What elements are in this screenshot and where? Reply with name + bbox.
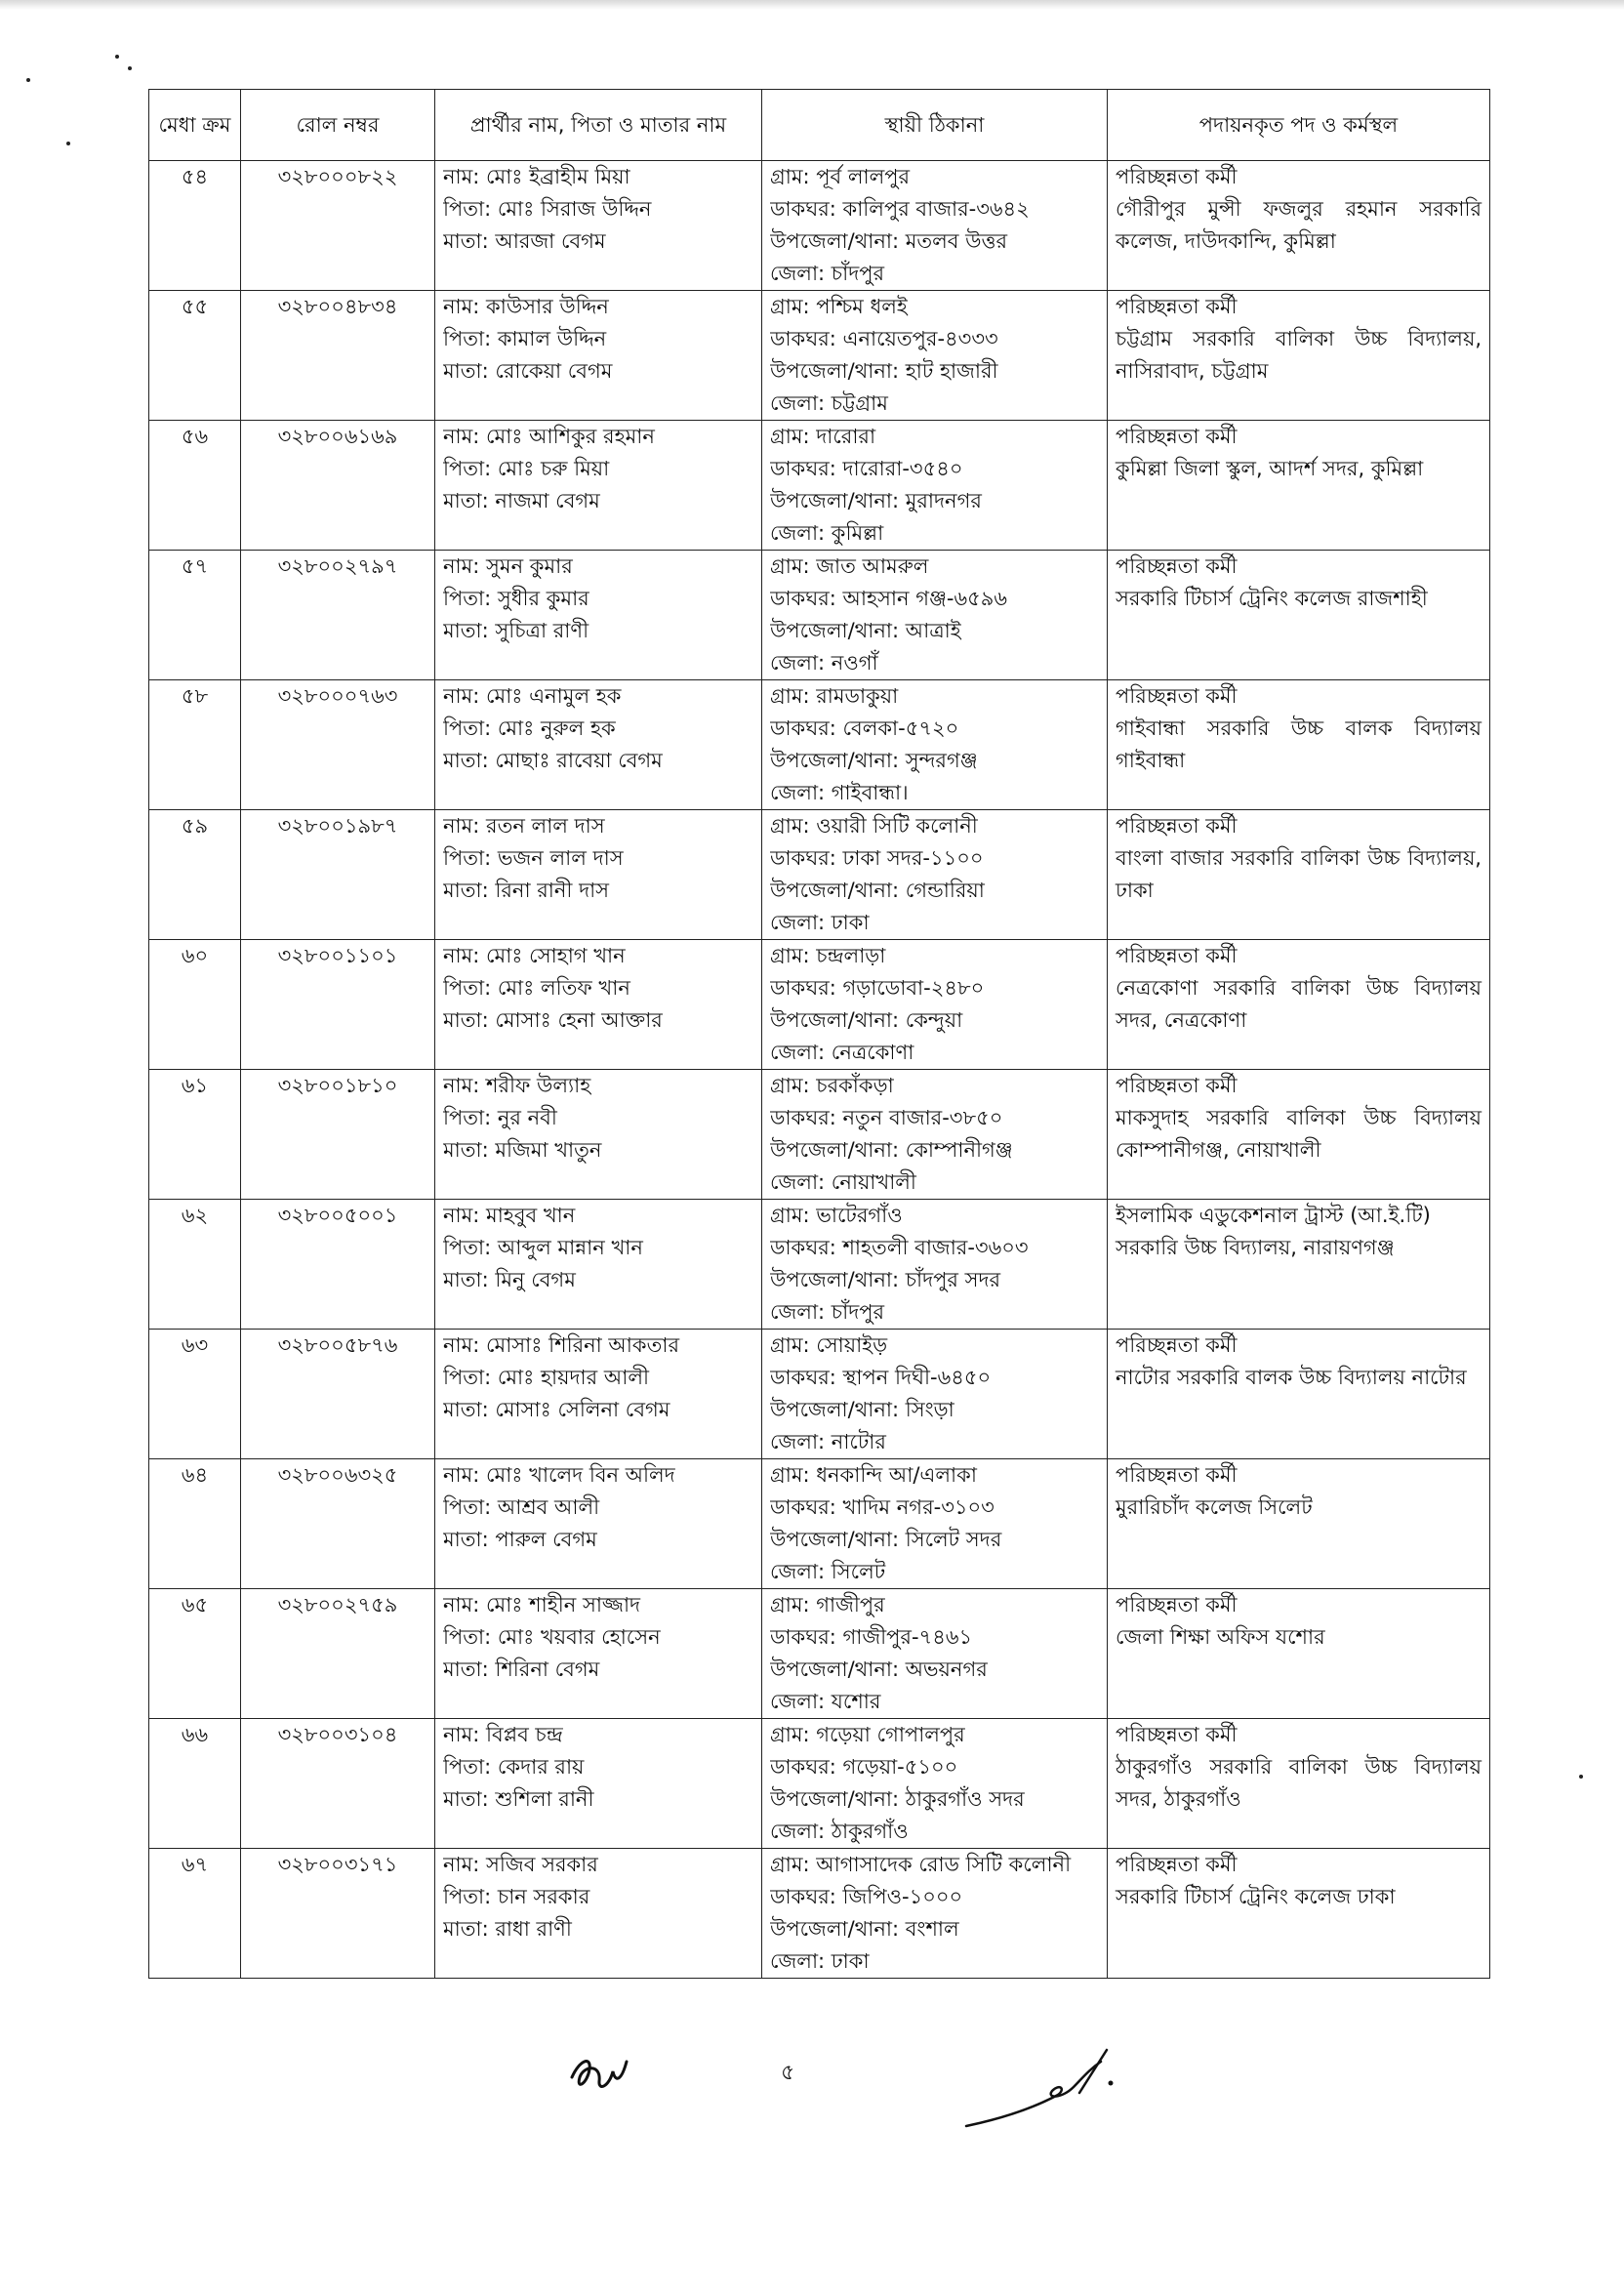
- post-office-text: ডাকঘর: ঢাকা সদর-১১০০: [770, 846, 984, 870]
- table-row: [149, 1589, 1490, 1719]
- upazila-text: উপজেলা/থানা: কেন্দুয়া: [770, 1008, 963, 1032]
- names-cell: [435, 1589, 762, 1719]
- roll-text: ৩২৮০০০৭৬৩: [277, 684, 398, 708]
- serial-cell: [149, 421, 241, 551]
- workplace-text: কুমিল্লা জিলা স্কুল, আদর্শ সদর, কুমিল্লা: [1116, 457, 1424, 480]
- roll-text: ৩২৮০০৬১৬৯: [277, 425, 398, 448]
- village-text: গ্রাম: পশ্চিম ধলই: [770, 295, 908, 318]
- serial-cell: [149, 1200, 241, 1330]
- mother-text: মাতা: পারুল বেগম: [443, 1528, 597, 1551]
- serial-cell: [149, 1330, 241, 1459]
- roll-cell: [241, 680, 435, 810]
- post-office-text: ডাকঘর: গাজীপুর-৭৪৬১: [770, 1625, 973, 1649]
- serial-cell: [149, 680, 241, 810]
- address-cell: [762, 551, 1108, 680]
- post-text: পরিচ্ছন্নতা কর্মী: [1116, 1074, 1238, 1097]
- post-office-text: ডাকঘর: নতুন বাজার-৩৮৫০: [770, 1106, 1003, 1129]
- upazila-text: উপজেলা/থানা: গেন্ডারিয়া: [770, 879, 985, 902]
- father-text: পিতা: মোঃ সিরাজ উদ্দিন: [443, 197, 652, 221]
- names-cell: [435, 1849, 762, 1979]
- serial-cell: [149, 1719, 241, 1849]
- serial-text: ৬৩: [181, 1333, 209, 1357]
- district-text: জেলা: সিলেট: [770, 1560, 886, 1583]
- village-text: গ্রাম: গড়েয়া গোপালপুর: [770, 1723, 965, 1746]
- post-text: পরিচ্ছন্নতা কর্মী: [1116, 1463, 1238, 1487]
- post-text: পরিচ্ছন্নতা কর্মী: [1116, 684, 1238, 708]
- workplace-text: চট্টগ্রাম সরকারি বালিকা উচ্চ বিদ্যালয়, নাসিরাবাদ, চট্টগ্রাম: [1116, 327, 1482, 383]
- post-office-text: ডাকঘর: বেলকা-৫৭২০: [770, 716, 959, 740]
- name-text: নাম: মোঃ শাহীন সাজ্জাদ: [443, 1593, 641, 1617]
- scan-speck: [66, 142, 70, 145]
- post-office-text: ডাকঘর: খাদিম নগর-৩১০৩: [770, 1495, 995, 1519]
- serial-cell: [149, 551, 241, 680]
- district-text: জেলা: চাঁদপুর: [770, 1300, 885, 1324]
- roll-text: ৩২৮০০৪৮৩৪: [277, 295, 398, 318]
- table-row: [149, 810, 1490, 940]
- name-text: নাম: মাহবুব খান: [443, 1204, 576, 1227]
- mother-text: মাতা: নাজমা বেগম: [443, 489, 600, 512]
- roll-text: ৩২৮০০১৮১০: [277, 1074, 398, 1097]
- workplace-text: মাকসুদাহ সরকারি বালিকা উচ্চ বিদ্যালয় কোম্পানীগঞ্জ, নোয়াখালী: [1116, 1106, 1482, 1162]
- mother-text: মাতা: মজিমা খাতুন: [443, 1138, 602, 1162]
- address-cell: [762, 810, 1108, 940]
- serial-text: ৫৭: [181, 554, 209, 578]
- mother-text: মাতা: শিরিনা বেগম: [443, 1658, 600, 1681]
- serial-cell: [149, 291, 241, 421]
- table-row: [149, 680, 1490, 810]
- upazila-text: উপজেলা/থানা: মুরাদনগর: [770, 489, 982, 512]
- address-cell: [762, 1330, 1108, 1459]
- names-cell: [435, 1200, 762, 1330]
- workplace-text: জেলা শিক্ষা অফিস যশোর: [1116, 1625, 1325, 1649]
- header-address: স্থায়ী ঠিকানা: [762, 90, 1108, 161]
- table-header-row: [149, 90, 1490, 161]
- workplace-text: ঠাকুরগাঁও সরকারি বালিকা উচ্চ বিদ্যালয় সদর, ঠাকুরগাঁও: [1116, 1755, 1482, 1811]
- post-text: পরিচ্ছন্নতা কর্মী: [1116, 295, 1238, 318]
- workplace-text: নাটোর সরকারি বালক উচ্চ বিদ্যালয় নাটোর: [1116, 1366, 1467, 1389]
- mother-text: মাতা: সুচিত্রা রাণী: [443, 619, 589, 642]
- post-office-text: ডাকঘর: স্থাপন দিঘী-৬৪৫০: [770, 1366, 992, 1389]
- district-text: জেলা: কুমিল্লা: [770, 521, 884, 545]
- names-cell: [435, 1330, 762, 1459]
- scan-edge: [0, 0, 1624, 10]
- village-text: গ্রাম: দারোরা: [770, 425, 876, 448]
- table-row: [149, 291, 1490, 421]
- address-cell: [762, 940, 1108, 1070]
- roll-text: ৩২৮০০০৮২২: [277, 165, 398, 188]
- district-text: জেলা: নেত্রকোণা: [770, 1041, 914, 1064]
- father-text: পিতা: নুর নবী: [443, 1106, 557, 1129]
- table-row: [149, 940, 1490, 1070]
- table-row: [149, 1849, 1490, 1979]
- name-text: নাম: বিপ্লব চন্দ্র: [443, 1723, 563, 1746]
- village-text: গ্রাম: চন্দ্রলাড়া: [770, 944, 886, 967]
- workplace-text: নেত্রকোণা সরকারি বালিকা উচ্চ বিদ্যালয় সদর, নেত্রকোণা: [1116, 976, 1482, 1032]
- workplace-text: সরকারি উচ্চ বিদ্যালয়, নারায়ণগঞ্জ: [1116, 1236, 1395, 1259]
- roll-text: ৩২৮০০৩১০৪: [277, 1723, 398, 1746]
- posting-cell: [1108, 1330, 1490, 1459]
- district-text: জেলা: নোয়াখালী: [770, 1170, 916, 1194]
- post-text: পরিচ্ছন্নতা কর্মী: [1116, 814, 1238, 838]
- district-text: জেলা: চাঁদপুর: [770, 262, 885, 285]
- serial-text: ৫৪: [181, 165, 209, 188]
- father-text: পিতা: ভজন লাল দাস: [443, 846, 624, 870]
- father-text: পিতা: চান সরকার: [443, 1885, 590, 1908]
- roll-cell: [241, 421, 435, 551]
- father-text: পিতা: মোঃ খয়বার হোসেন: [443, 1625, 661, 1649]
- serial-text: ৬২: [181, 1204, 209, 1227]
- upazila-text: উপজেলা/থানা: বংশাল: [770, 1917, 959, 1941]
- serial-text: ৬৬: [181, 1723, 209, 1746]
- posting-cell: [1108, 680, 1490, 810]
- workplace-text: সরকারি টিচার্স ট্রেনিং কলেজ রাজশাহী: [1116, 587, 1428, 610]
- serial-text: ৬০: [181, 944, 209, 967]
- address-cell: [762, 680, 1108, 810]
- table-row: [149, 1459, 1490, 1589]
- post-office-text: ডাকঘর: এনায়েতপুর-৪৩৩৩: [770, 327, 998, 350]
- father-text: পিতা: সুধীর কুমার: [443, 587, 589, 610]
- mother-text: মাতা: মোসাঃ হেনা আক্তার: [443, 1008, 663, 1032]
- roll-text: ৩২৮০০৫০০১: [277, 1204, 398, 1227]
- district-text: জেলা: ঢাকা: [770, 1949, 870, 1973]
- mother-text: মাতা: মিনু বেগম: [443, 1268, 576, 1291]
- workplace-text: সরকারি টিচার্স ট্রেনিং কলেজ ঢাকা: [1116, 1885, 1396, 1908]
- serial-text: ৫৯: [181, 814, 209, 838]
- upazila-text: উপজেলা/থানা: চাঁদপুর সদর: [770, 1268, 1001, 1291]
- serial-text: ৫৮: [181, 684, 209, 708]
- district-text: জেলা: ঠাকুরগাঁও: [770, 1820, 909, 1843]
- posting-cell: [1108, 291, 1490, 421]
- mother-text: মাতা: রাধা রাণী: [443, 1917, 572, 1941]
- serial-text: ৬৭: [181, 1853, 209, 1876]
- scan-speck: [26, 78, 30, 82]
- posting-cell: [1108, 421, 1490, 551]
- roll-text: ৩২৮০০৩১৭১: [277, 1853, 398, 1876]
- post-text: পরিচ্ছন্নতা কর্মী: [1116, 1853, 1238, 1876]
- village-text: গ্রাম: জাত আমরুল: [770, 554, 929, 578]
- names-cell: [435, 940, 762, 1070]
- name-text: নাম: মোঃ আশিকুর রহমান: [443, 425, 655, 448]
- names-cell: [435, 291, 762, 421]
- post-text: পরিচ্ছন্নতা কর্মী: [1116, 1723, 1238, 1746]
- names-cell: [435, 810, 762, 940]
- village-text: গ্রাম: ওয়ারী সিটি কলোনী: [770, 814, 978, 838]
- village-text: গ্রাম: আগাসাদেক রোড সিটি কলোনী: [770, 1853, 1072, 1876]
- address-cell: [762, 291, 1108, 421]
- posting-cell: [1108, 1459, 1490, 1589]
- names-cell: [435, 1719, 762, 1849]
- serial-text: ৬১: [181, 1074, 209, 1097]
- post-text: পরিচ্ছন্নতা কর্মী: [1116, 425, 1238, 448]
- father-text: পিতা: কেদার রায়: [443, 1755, 585, 1779]
- serial-cell: [149, 1070, 241, 1200]
- roll-cell: [241, 1330, 435, 1459]
- post-text: ইসলামিক এডুকেশনাল ট্রাস্ট (আ.ই.টি): [1116, 1204, 1431, 1227]
- posting-cell: [1108, 161, 1490, 291]
- district-text: জেলা: নাটোর: [770, 1430, 886, 1453]
- name-text: নাম: সুমন কুমার: [443, 554, 573, 578]
- serial-cell: [149, 161, 241, 291]
- father-text: পিতা: মোঃ হায়দার আলী: [443, 1366, 649, 1389]
- father-text: পিতা: মোঃ লতিফ খান: [443, 976, 630, 1000]
- roll-cell: [241, 1459, 435, 1589]
- serial-cell: [149, 1459, 241, 1589]
- post-office-text: ডাকঘর: কালিপুর বাজার-৩৬৪২: [770, 197, 1030, 221]
- header-roll: রোল নম্বর: [241, 90, 435, 161]
- names-cell: [435, 1459, 762, 1589]
- roll-cell: [241, 551, 435, 680]
- post-office-text: ডাকঘর: দারোরা-৩৫৪০: [770, 457, 963, 480]
- address-cell: [762, 1719, 1108, 1849]
- father-text: পিতা: মোঃ নুরুল হক: [443, 716, 616, 740]
- upazila-text: উপজেলা/থানা: সিলেট সদর: [770, 1528, 1002, 1551]
- page-number: ৫: [781, 2061, 795, 2085]
- signature: [964, 2040, 1140, 2134]
- table-row: [149, 1719, 1490, 1849]
- post-text: পরিচ্ছন্নতা কর্মী: [1116, 165, 1238, 188]
- upazila-text: উপজেলা/থানা: কোম্পানীগঞ্জ: [770, 1138, 1013, 1162]
- mother-text: মাতা: শুশিলা রানী: [443, 1787, 594, 1811]
- mother-text: মাতা: রিনা রানী দাস: [443, 879, 610, 902]
- post-text: পরিচ্ছন্নতা কর্মী: [1116, 554, 1238, 578]
- father-text: পিতা: মোঃ চরু মিয়া: [443, 457, 610, 480]
- workplace-text: গৌরীপুর মুন্সী ফজলুর রহমান সরকারি কলেজ, দাউদকান্দি, কুমিল্লা: [1116, 197, 1482, 253]
- name-text: নাম: মোঃ এনামুল হক: [443, 684, 622, 708]
- post-office-text: ডাকঘর: গড়েয়া-৫১০০: [770, 1755, 958, 1779]
- names-cell: [435, 161, 762, 291]
- post-office-text: ডাকঘর: শাহতলী বাজার-৩৬০৩: [770, 1236, 1029, 1259]
- table-row: [149, 421, 1490, 551]
- table-row: [149, 161, 1490, 291]
- village-text: গ্রাম: গাজীপুর: [770, 1593, 885, 1617]
- header-serial: মেধা ক্রম: [149, 90, 241, 161]
- post-text: পরিচ্ছন্নতা কর্মী: [1116, 1333, 1238, 1357]
- post-text: পরিচ্ছন্নতা কর্মী: [1116, 1593, 1238, 1617]
- name-text: নাম: মোঃ খালেদ বিন অলিদ: [443, 1463, 675, 1487]
- district-text: জেলা: গাইবান্ধা।: [770, 781, 909, 804]
- father-text: পিতা: আশ্রব আলী: [443, 1495, 600, 1519]
- roll-text: ৩২৮০০৬৩২৫: [277, 1463, 398, 1487]
- post-text: পরিচ্ছন্নতা কর্মী: [1116, 944, 1238, 967]
- roll-cell: [241, 1200, 435, 1330]
- father-text: পিতা: কামাল উদ্দিন: [443, 327, 607, 350]
- mother-text: মাতা: মোছাঃ রাবেয়া বেগম: [443, 749, 663, 772]
- posting-cell: [1108, 1070, 1490, 1200]
- upazila-text: উপজেলা/থানা: সিংড়া: [770, 1398, 954, 1421]
- names-cell: [435, 680, 762, 810]
- table-row: [149, 1330, 1490, 1459]
- address-cell: [762, 161, 1108, 291]
- village-text: গ্রাম: ভাটেরগাঁও: [770, 1204, 903, 1227]
- name-text: নাম: শরীফ উল্যাহ: [443, 1074, 591, 1097]
- workplace-text: গাইবান্ধা সরকারি উচ্চ বালক বিদ্যালয় গাইবান্ধা: [1116, 716, 1482, 772]
- mother-text: মাতা: রোকেয়া বেগম: [443, 359, 613, 383]
- header-posting: পদায়নকৃত পদ ও কর্মস্থল: [1108, 90, 1490, 161]
- address-cell: [762, 1459, 1108, 1589]
- village-text: গ্রাম: পূর্ব লালপুর: [770, 165, 911, 188]
- posting-cell: [1108, 1719, 1490, 1849]
- name-text: নাম: সজিব সরকার: [443, 1853, 598, 1876]
- posting-cell: [1108, 1849, 1490, 1979]
- roll-cell: [241, 1589, 435, 1719]
- upazila-text: উপজেলা/থানা: মতলব উত্তর: [770, 229, 1008, 253]
- scan-speck: [128, 66, 132, 70]
- name-text: নাম: রতন লাল দাস: [443, 814, 605, 838]
- roll-text: ৩২৮০০৫৮৭৬: [277, 1333, 398, 1357]
- roll-text: ৩২৮০০১৯৮৭: [277, 814, 398, 838]
- serial-cell: [149, 810, 241, 940]
- table-row: [149, 551, 1490, 680]
- workplace-text: মুরারিচাঁদ কলেজ সিলেট: [1116, 1495, 1313, 1519]
- posting-cell: [1108, 1200, 1490, 1330]
- serial-cell: [149, 1849, 241, 1979]
- post-office-text: ডাকঘর: আহসান গঞ্জ-৬৫৯৬: [770, 587, 1008, 610]
- upazila-text: উপজেলা/থানা: আত্রাই: [770, 619, 961, 642]
- scan-speck: [115, 55, 119, 59]
- roll-cell: [241, 1719, 435, 1849]
- post-office-text: ডাকঘর: গড়াডোবা-২৪৮০: [770, 976, 985, 1000]
- post-office-text: ডাকঘর: জিপিও-১০০০: [770, 1885, 963, 1908]
- names-cell: [435, 551, 762, 680]
- serial-cell: [149, 1589, 241, 1719]
- name-text: নাম: কাউসার উদ্দিন: [443, 295, 609, 318]
- name-text: নাম: মোসাঃ শিরিনা আকতার: [443, 1333, 680, 1357]
- upazila-text: উপজেলা/থানা: ঠাকুরগাঁও সদর: [770, 1787, 1025, 1811]
- serial-text: ৫৬: [181, 425, 209, 448]
- district-text: জেলা: নওগাঁ: [770, 651, 878, 675]
- upazila-text: উপজেলা/থানা: অভয়নগর: [770, 1658, 988, 1681]
- names-cell: [435, 1070, 762, 1200]
- district-text: জেলা: চট্টগ্রাম: [770, 391, 888, 415]
- mother-text: মাতা: মোসাঃ সেলিনা বেগম: [443, 1398, 670, 1421]
- district-text: জেলা: যশোর: [770, 1690, 881, 1713]
- initials-signature: [566, 2048, 634, 2099]
- roll-text: ৩২৮০০১১০১: [277, 944, 398, 967]
- roll-text: ৩২৮০০২৭৫৯: [277, 1593, 398, 1617]
- village-text: গ্রাম: সোয়াইড়: [770, 1333, 888, 1357]
- address-cell: [762, 1849, 1108, 1979]
- roll-cell: [241, 810, 435, 940]
- father-text: পিতা: আব্দুল মান্নান খান: [443, 1236, 643, 1259]
- roll-text: ৩২৮০০২৭৯৭: [277, 554, 398, 578]
- district-text: জেলা: ঢাকা: [770, 911, 870, 934]
- address-cell: [762, 1070, 1108, 1200]
- posting-cell: [1108, 940, 1490, 1070]
- roll-cell: [241, 1849, 435, 1979]
- name-text: নাম: মোঃ ইব্রাহীম মিয়া: [443, 165, 630, 188]
- header-names: প্রার্থীর নাম, পিতা ও মাতার নাম: [435, 90, 762, 161]
- name-text: নাম: মোঃ সোহাগ খান: [443, 944, 626, 967]
- serial-text: ৫৫: [181, 295, 209, 318]
- village-text: গ্রাম: চরকাঁকড়া: [770, 1074, 894, 1097]
- scan-speck: [1579, 1775, 1583, 1779]
- workplace-text: বাংলা বাজার সরকারি বালিকা উচ্চ বিদ্যালয়, ঢাকা: [1116, 846, 1482, 902]
- upazila-text: উপজেলা/থানা: সুন্দরগঞ্জ: [770, 749, 978, 772]
- roll-cell: [241, 291, 435, 421]
- mother-text: মাতা: আরজা বেগম: [443, 229, 606, 253]
- table-row: [149, 1200, 1490, 1330]
- recruitment-table: [148, 89, 1490, 1979]
- serial-text: ৬৪: [181, 1463, 209, 1487]
- posting-cell: [1108, 551, 1490, 680]
- roll-cell: [241, 161, 435, 291]
- names-cell: [435, 421, 762, 551]
- posting-cell: [1108, 1589, 1490, 1719]
- serial-text: ৬৫: [181, 1593, 209, 1617]
- serial-cell: [149, 940, 241, 1070]
- address-cell: [762, 1200, 1108, 1330]
- roll-cell: [241, 1070, 435, 1200]
- table-row: [149, 1070, 1490, 1200]
- roll-cell: [241, 940, 435, 1070]
- address-cell: [762, 421, 1108, 551]
- posting-cell: [1108, 810, 1490, 940]
- village-text: গ্রাম: রামডাকুয়া: [770, 684, 899, 708]
- village-text: গ্রাম: ধনকান্দি আ/এলাকা: [770, 1463, 977, 1487]
- address-cell: [762, 1589, 1108, 1719]
- upazila-text: উপজেলা/থানা: হাট হাজারী: [770, 359, 998, 383]
